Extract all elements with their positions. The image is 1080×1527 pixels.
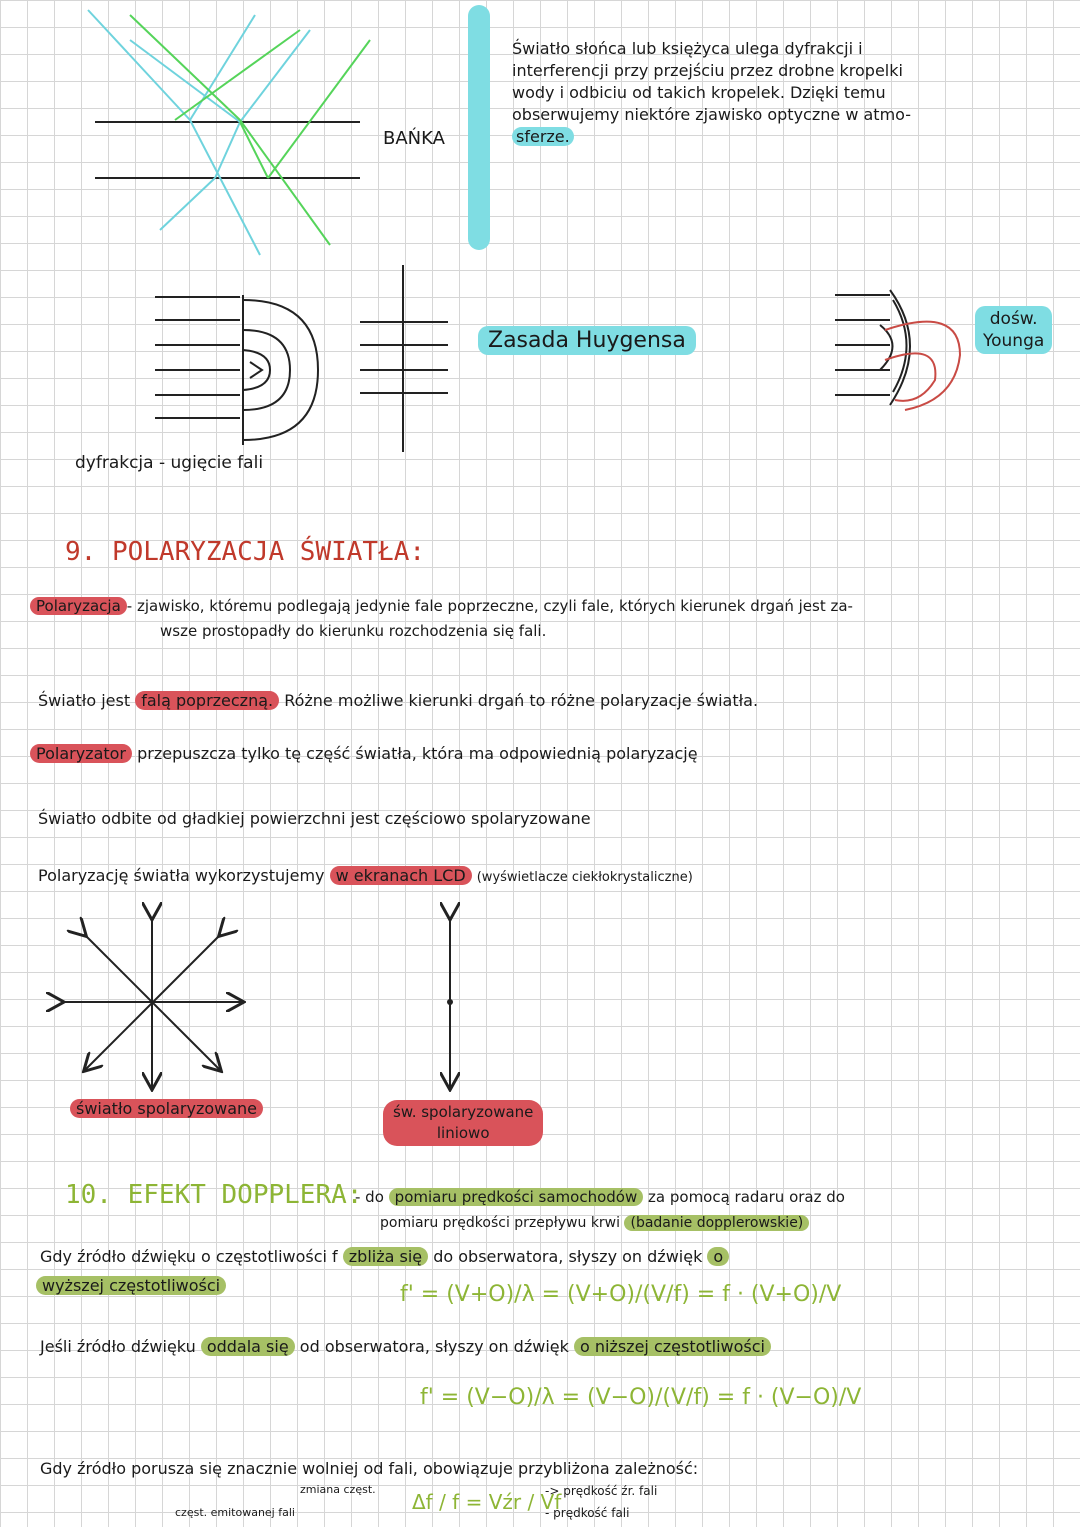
paragraph-line: interferencji przy przejściu przez drobne kropelki [512, 61, 903, 80]
text: do obserwatora, słyszy on dźwięk [433, 1247, 703, 1266]
annotation-emitted: częst. emitowanej fali [175, 1506, 295, 1519]
highlight: Polaryzacja [30, 597, 127, 615]
highlight: Polaryzator [30, 744, 132, 763]
doppler-intro-line2 [380, 1212, 809, 1234]
unpolarized-label [70, 1098, 263, 1120]
approach-line [40, 1246, 729, 1268]
diffraction-caption: dyfrakcja - ugięcie fali [75, 453, 264, 473]
text: Różne możliwe kierunki drgań to różne polaryzacje światła. [284, 691, 759, 710]
highlight: falą poprzeczną. [135, 691, 279, 710]
text: przepuszcza tylko tę część światła, która ma odpowiednią polaryzację [137, 744, 698, 763]
highlight: (badanie dopplerowskie) [624, 1215, 809, 1231]
paragraph-line: obserwujemy niektóre zjawisko optyczne w atmo- [512, 105, 912, 124]
text: Jeśli źródło dźwięku [40, 1337, 196, 1356]
annotation-change: zmiana częst. [300, 1483, 376, 1496]
highlight: sferze. [512, 127, 574, 146]
young-label-line2: Younga [983, 331, 1045, 351]
text: (wyświetlacze ciekłokrystaliczne) [476, 870, 693, 885]
label-line: św. spolaryzowane [393, 1103, 534, 1121]
text: - do [355, 1188, 384, 1206]
recede-line [40, 1336, 771, 1358]
approximation-line: Gdy źródło porusza się znacznie wolniej od fali, obowiązuje przybliżona zależność: [40, 1459, 699, 1478]
paragraph-line: wody i odbiciu od takich kropelek. Dzięki temu [512, 83, 886, 102]
highlight: Zasada Huygensa [478, 326, 696, 355]
approach-line2 [36, 1275, 226, 1297]
doppler-heading: 10. EFEKT DOPPLERA: [65, 1180, 363, 1210]
label-line: liniowo [436, 1124, 490, 1142]
annotation-wave-speed: - prędkość fali [545, 1506, 630, 1520]
definition-text: - zjawisko, któremu podlegają jedynie fale poprzeczne, czyli fale, których kierunek drgań jest za- [126, 597, 853, 615]
doppler-intro [355, 1186, 845, 1208]
formula-approximation: Δf / f = Vźr / Vf [412, 1490, 562, 1514]
text: pomiaru prędkości przepływu krwi [380, 1215, 621, 1231]
text: Polaryzację światła wykorzystujemy [38, 866, 325, 885]
highlight: o [707, 1247, 729, 1266]
highlight: zbliża się [343, 1247, 428, 1266]
annotation-source-speed: -> prędkość źr. fali [545, 1484, 658, 1498]
reflected-light-line: Światło odbite od gładkiej powierzchni jest częściowo spolaryzowane [38, 809, 591, 828]
paragraph-line: Światło słońca lub księżyca ulega dyfrakcji i [512, 39, 863, 58]
text: za pomocą radaru oraz do [648, 1188, 845, 1206]
highlight: wyższej częstotliwości [36, 1276, 226, 1295]
polarization-definition-line2: wsze prostopadły do kierunku rozchodzenia się fali. [160, 622, 547, 640]
highlight: oddala się [201, 1337, 295, 1356]
polarization-heading: 9. POLARYZACJA ŚWIATŁA: [65, 537, 426, 567]
text: od obserwatora, słyszy on dźwięk [299, 1337, 569, 1356]
linear-polarized-label [383, 1100, 543, 1146]
bubble-label: BAŃKA [383, 128, 445, 149]
formula-recede: f' = (V−O)/λ = (V−O)/(V/f) = f · (V−O)/V [420, 1385, 862, 1410]
formula-approach: f' = (V+O)/λ = (V+O)/(V/f) = f · (V+O)/V [400, 1282, 842, 1307]
highlight: pomiaru prędkości samochodów [389, 1188, 644, 1206]
highlight: światło spolaryzowane [70, 1099, 263, 1118]
young-label-line1: dośw. [989, 309, 1038, 329]
text: Światło jest [38, 691, 131, 710]
highlight: o niższej częstotliwości [574, 1337, 771, 1356]
text: Gdy źródło dźwięku o częstotliwości f [40, 1247, 338, 1266]
highlight: w ekranach LCD [330, 866, 472, 885]
